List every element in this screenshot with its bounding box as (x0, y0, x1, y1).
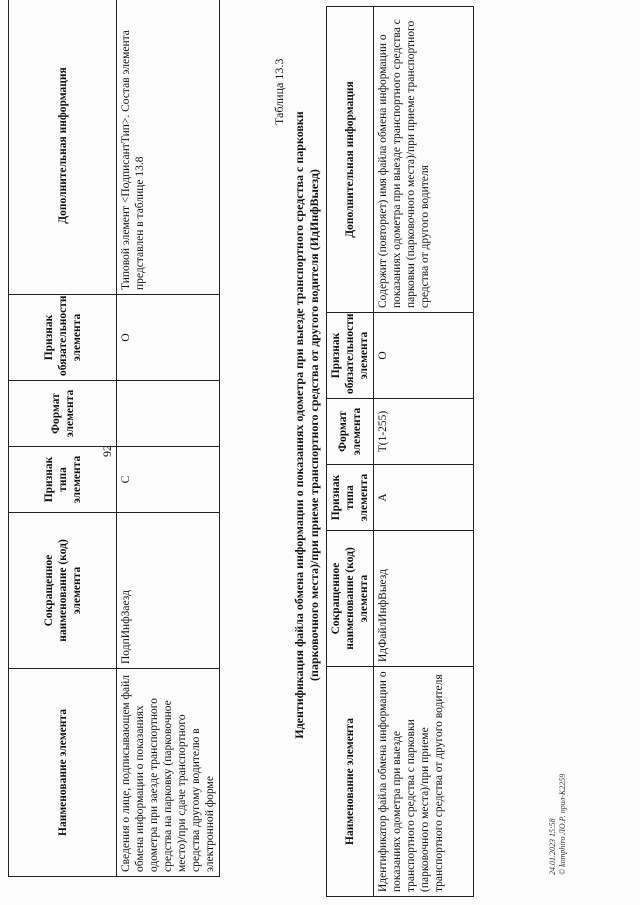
stamp-line1: 24.01.2023 15:58 (548, 818, 557, 875)
cell-required: О (117, 295, 220, 381)
header-format: Формат элемента (9, 381, 117, 447)
stamp-line2: © komphiro ЛО.Р. прил-К2259 (558, 773, 567, 875)
cell-info: Содержит (повторяет) имя файла обмена информации о показаниях одометра при выезде транспортного средства с парковки (парковочного места)/при приеме транспортного средства от другого водителя (374, 7, 474, 313)
table-13-3 (326, 6, 474, 897)
table2-header-row (327, 7, 374, 897)
header-type: Признак типа элемента (327, 465, 374, 531)
cell-format (117, 381, 220, 447)
header-required: Признак обязательности элемента (9, 295, 117, 381)
table-continuation (8, 0, 220, 877)
header-name: Наименование элемента (327, 667, 374, 897)
table-caption: Таблица 13.3 (272, 58, 286, 125)
table1-header-row (9, 0, 117, 877)
header-info: Дополнительная информация (9, 0, 117, 295)
header-format: Формат элемента (327, 399, 374, 465)
table-row (117, 0, 220, 877)
header-required: Признак обязательности элемента (327, 313, 374, 399)
cell-info: Типовой элемент <ПодписантТип>. Состав элемента представлен в таблице 13.8 (117, 0, 220, 295)
header-code: Сокращенное наименование (код) элемента (327, 531, 374, 667)
table-title-line2: (парковочного места)/при приеме транспортного средства от другого водителя (ИдИнфВыезд) (307, 169, 321, 681)
cell-required: О (374, 313, 474, 399)
cell-code: ПодпИнфЗаезд (117, 513, 220, 669)
cell-code: ИдФайлИнфВыезд (374, 531, 474, 667)
table-title (292, 5, 322, 845)
cell-name: Идентификатор файла обмена информации о показаниях одометра при выезде транспортного средства с парковки (парковочного места)/при приеме транспортного средства от другого водителя (374, 667, 474, 897)
header-name: Наименование элемента (9, 669, 117, 877)
table-row (374, 7, 474, 897)
header-type: Признак типа элемента (9, 447, 117, 513)
cell-type: С (117, 447, 220, 513)
page-number: 92 (100, 445, 114, 457)
table-title-line1: Идентификация файла обмена информации о показаниях одометра при выезде транспортного средства с парковки (292, 111, 306, 739)
header-code: Сокращенное наименование (код) элемента (9, 513, 117, 669)
cell-name: Сведения о лице, подписывающем файл обмена информации о показаниях одометра при заезде транспортного средства на парковку (парковочное место)/при сдаче транспортного средства другому водителю в электронной форме (117, 669, 220, 877)
cell-format: T(1-255) (374, 399, 474, 465)
file-stamp (548, 774, 568, 875)
header-info: Дополнительная информация (327, 7, 374, 313)
cell-type: А (374, 465, 474, 531)
